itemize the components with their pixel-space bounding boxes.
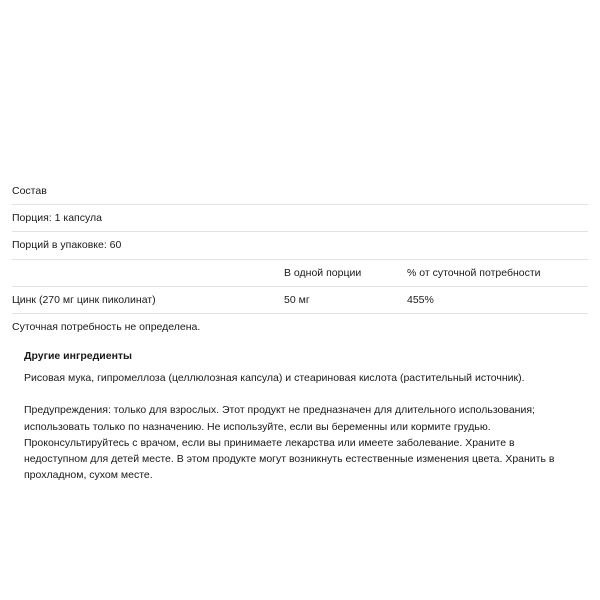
nutrient-amount: 50 мг	[284, 286, 407, 313]
table-row-serving-size	[12, 205, 588, 232]
other-ingredients-text: Рисовая мука, гипромеллоза (целлюлозная капсула) и стеариновая кислота (растительный источник).	[24, 372, 525, 385]
column-header-daily-value: % от суточной потребности	[407, 259, 588, 286]
other-ingredients-heading: Другие ингредиенты	[24, 350, 133, 363]
servings-per-container: Порций в упаковке: 60	[12, 232, 284, 259]
serving-size: Порция: 1 капсула	[12, 205, 284, 232]
column-header-name	[12, 259, 284, 286]
facts-title: Состав	[12, 178, 284, 205]
footnote-spacer	[284, 313, 407, 340]
nutrient-name: Цинк (270 мг цинк пиколинат)	[12, 286, 284, 313]
table-header-row	[12, 259, 588, 286]
facts-title-spacer-2	[407, 178, 588, 205]
supplement-facts-panel	[0, 178, 600, 484]
facts-footnote: Суточная потребность не определена.	[12, 320, 201, 333]
supplement-facts-table	[12, 178, 588, 340]
column-header-amount: В одной порции	[284, 259, 407, 286]
serving-size-spacer-2	[407, 205, 588, 232]
nutrient-daily-value: 455%	[407, 286, 588, 313]
servings-spacer-2	[407, 232, 588, 259]
footnote-spacer-2	[407, 313, 588, 340]
warnings-text: Предупреждения: только для взрослых. Этот продукт не предназначен для длительного использования; использовать только по назначению. Не используйте, если вы беременны или кормите грудью. Проконсультируйтесь с врачом, если вы принимаете лекарства или имеете заболевание. Храните в недоступном для детей месте. В этом продукте могут возникнуть естественные изменения цвета. Хранить в прохладном, сухом месте.	[24, 404, 555, 482]
table-row-title	[12, 178, 588, 205]
servings-spacer	[284, 232, 407, 259]
table-row-footnote	[12, 313, 588, 340]
serving-size-spacer	[284, 205, 407, 232]
table-row	[12, 286, 588, 313]
table-row-servings-per-container	[12, 232, 588, 259]
facts-title-spacer	[284, 178, 407, 205]
